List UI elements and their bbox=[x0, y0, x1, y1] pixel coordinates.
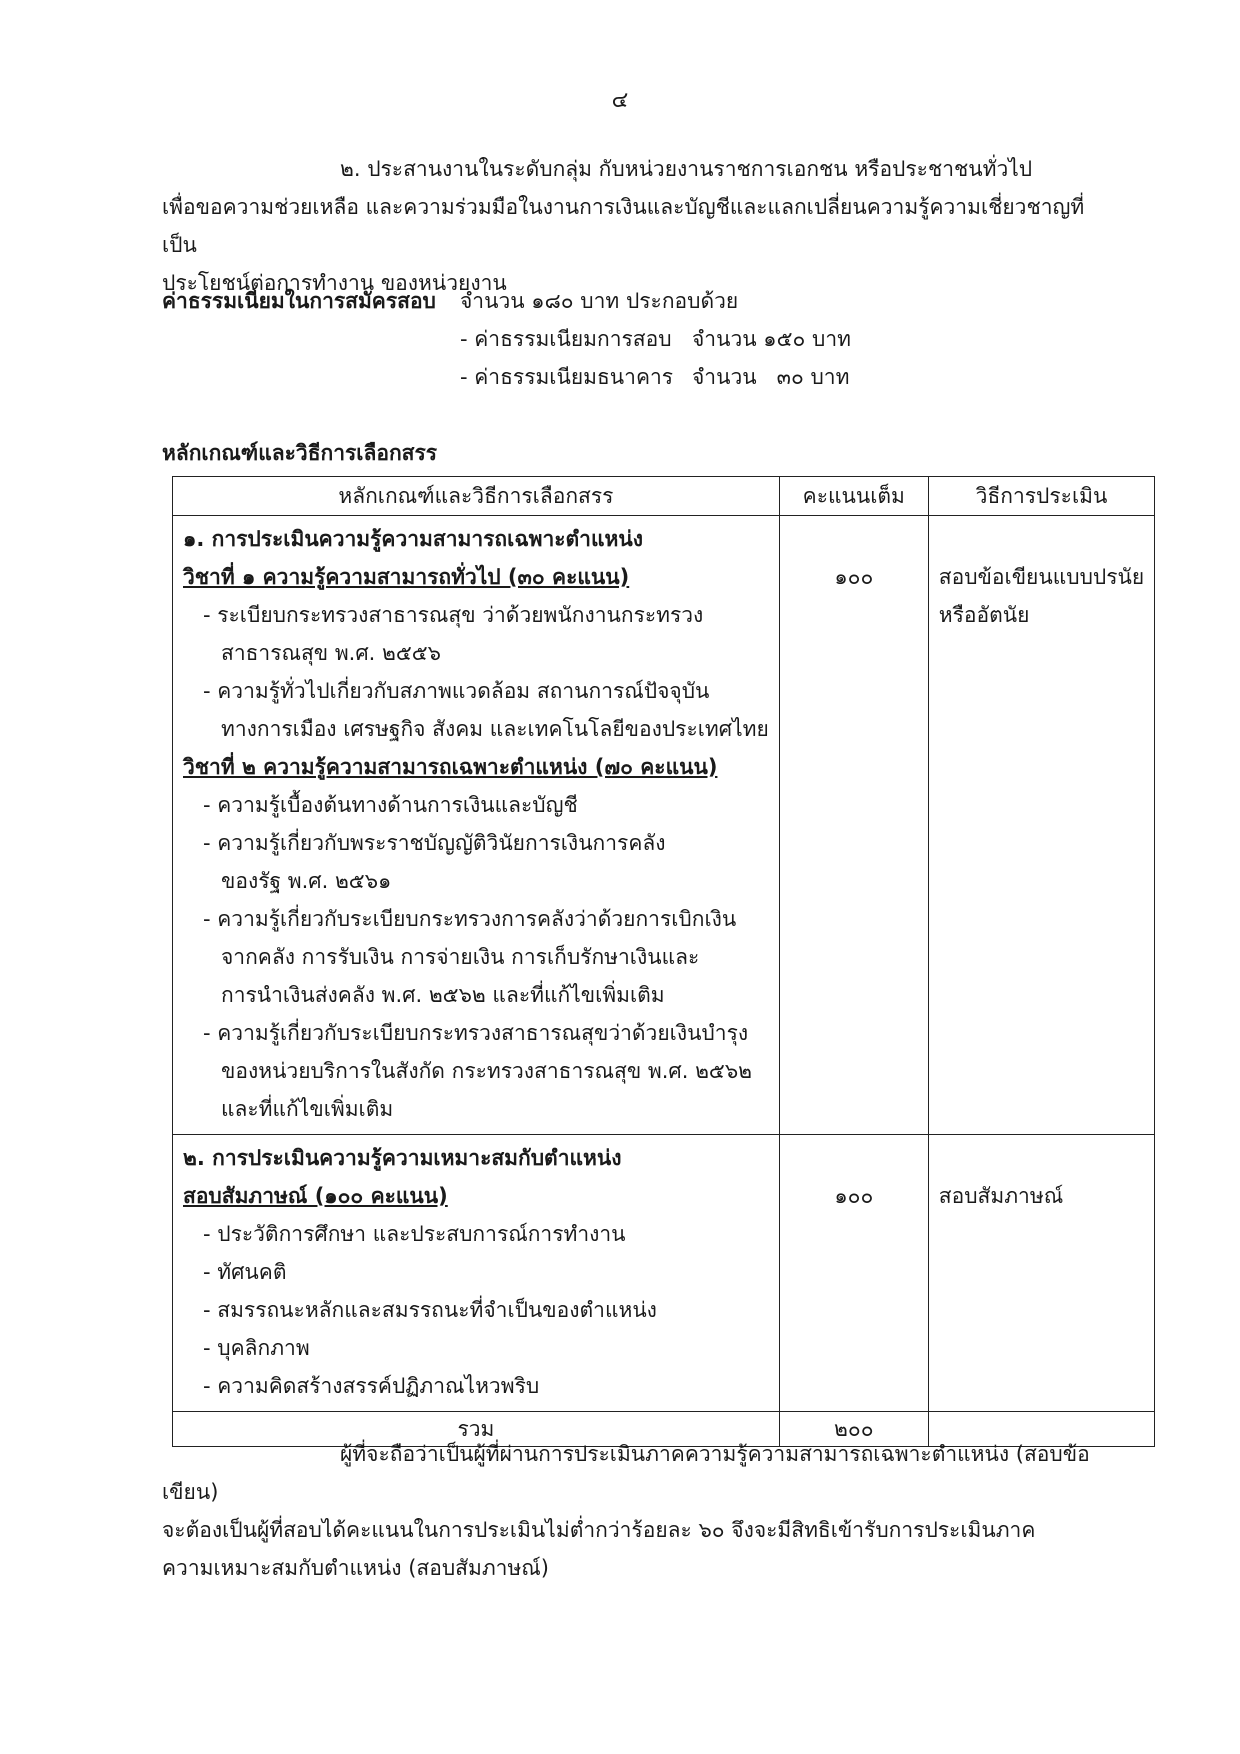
list-item: - ความรู้ทั่วไปเกี่ยวกับสภาพแวดล้อม สถานการณ์ปัจจุบัน bbox=[203, 679, 710, 703]
list-item: - ความรู้เกี่ยวกับระเบียบกระทรวงสาธารณสุขว่าด้วยเงินบำรุง bbox=[203, 1021, 749, 1045]
part2-score: ๑๐๐ bbox=[834, 1184, 874, 1208]
part1-method-line-2: หรืออัตนัย bbox=[938, 603, 1030, 627]
list-item-cont: ของรัฐ พ.ศ. ๒๕๖๑ bbox=[221, 869, 392, 893]
part2-subject: สอบสัมภาษณ์ (๑๐๐ คะแนน) bbox=[183, 1184, 448, 1208]
header-criteria: หลักเกณฑ์และวิธีการเลือกสรร bbox=[173, 477, 780, 516]
part1-score-cell bbox=[779, 516, 928, 1135]
list-item-cont: จากคลัง การรับเงิน การจ่ายเงิน การเก็บรักษาเงินและ bbox=[221, 945, 700, 969]
part2-score-cell bbox=[779, 1135, 928, 1412]
intro-line-2: เพื่อขอความช่วยเหลือ และความร่วมมือในงานการเงินและบัญชีและแลกเปลี่ยนความรู้ความเชี่ยวชาญที่เป็น bbox=[162, 195, 1085, 257]
header-score: คะแนนเต็ม bbox=[779, 477, 928, 516]
list-item-cont: สาธารณสุข พ.ศ. ๒๕๕๖ bbox=[221, 641, 441, 665]
table-row-part2 bbox=[173, 1135, 1155, 1412]
closing-paragraph bbox=[162, 1435, 1102, 1587]
fee-total: จำนวน ๑๘๐ บาท ประกอบด้วย bbox=[460, 289, 739, 313]
list-item: - สมรรถนะหลักและสมรรถนะที่จำเป็นของตำแหน่ง bbox=[203, 1298, 657, 1322]
header-method: วิธีการประเมิน bbox=[928, 477, 1154, 516]
list-item-cont: และที่แก้ไขเพิ่มเติม bbox=[221, 1097, 394, 1121]
table-row-part1 bbox=[173, 516, 1155, 1135]
part2-method: สอบสัมภาษณ์ bbox=[938, 1184, 1064, 1208]
total-score: ๒๐๐ bbox=[779, 1412, 928, 1447]
list-item: - ความรู้เกี่ยวกับระเบียบกระทรวงการคลังว่าด้วยการเบิกเงิน bbox=[203, 907, 737, 931]
fee-item-amount: จำนวน ๓๐ บาท bbox=[692, 365, 850, 389]
list-item: - ประวัติการศึกษา และประสบการณ์การทำงาน bbox=[203, 1222, 626, 1246]
list-item: - ความรู้เบื้องต้นทางด้านการเงินและบัญชี bbox=[203, 793, 578, 817]
list-item: - ระเบียบกระทรวงสาธารณสุข ว่าด้วยพนักงานกระทรวง bbox=[203, 603, 704, 627]
fee-block bbox=[162, 282, 1062, 396]
part2-criteria-cell bbox=[173, 1135, 780, 1412]
part1-title: ๑. การประเมินความรู้ความสามารถเฉพาะตำแหน่ง bbox=[183, 527, 643, 551]
part1-method-line-1: สอบข้อเขียนแบบปรนัย bbox=[938, 565, 1145, 589]
fee-item-name: - ค่าธรรมเนียมการสอบ bbox=[460, 327, 672, 351]
part2-method-cell bbox=[928, 1135, 1154, 1412]
list-item-cont: การนำเงินส่งคลัง พ.ศ. ๒๕๖๒ และที่แก้ไขเพิ่มเติม bbox=[221, 983, 665, 1007]
intro-line-3: ประโยชน์ต่อการทำงาน ของหน่วยงาน bbox=[162, 271, 507, 295]
part1-subject2: วิชาที่ ๒ ความรู้ความสามารถเฉพาะตำแหน่ง (๗๐ คะแนน) bbox=[183, 755, 718, 779]
list-item: - ความคิดสร้างสรรค์ปฏิภาณไหวพริบ bbox=[203, 1374, 540, 1398]
closing-line-2: จะต้องเป็นผู้ที่สอบได้คะแนนในการประเมินไม่ต่ำกว่าร้อยละ ๖๐ จึงจะมีสิทธิเข้ารับการประเมินภาค bbox=[162, 1518, 1036, 1542]
list-item: - ความรู้เกี่ยวกับพระราชบัญญัติวินัยการเงินการคลัง bbox=[203, 831, 666, 855]
list-item-cont: ของหน่วยบริการในสังกัด กระทรวงสาธารณสุข พ.ศ. ๒๕๖๒ bbox=[221, 1059, 752, 1083]
list-item: - บุคลิกภาพ bbox=[203, 1336, 310, 1360]
page-number: ๔ bbox=[611, 88, 629, 113]
fee-label: ค่าธรรมเนียมในการสมัครสอบ bbox=[162, 289, 436, 313]
criteria-table bbox=[172, 476, 1155, 1447]
part1-score: ๑๐๐ bbox=[834, 565, 874, 589]
part1-subject1: วิชาที่ ๑ ความรู้ความสามารถทั่วไป (๓๐ คะแนน) bbox=[183, 565, 630, 589]
intro-line-1: ๒. ประสานงานในระดับกลุ่ม กับหน่วยงานราชการเอกชน หรือประชาชนทั่วไป bbox=[340, 157, 1033, 181]
closing-line-3: ความเหมาะสมกับตำแหน่ง (สอบสัมภาษณ์) bbox=[162, 1556, 549, 1580]
intro-paragraph bbox=[162, 150, 1102, 302]
list-item: - ทัศนคติ bbox=[203, 1260, 287, 1284]
fee-item-name: - ค่าธรรมเนียมธนาคาร bbox=[460, 365, 674, 389]
list-item-cont: ทางการเมือง เศรษฐกิจ สังคม และเทคโนโลยีของประเทศไทย bbox=[221, 717, 769, 741]
section-heading: หลักเกณฑ์และวิธีการเลือกสรร bbox=[162, 441, 438, 465]
closing-line-1: ผู้ที่จะถือว่าเป็นผู้ที่ผ่านการประเมินภาคความรู้ความสามารถเฉพาะตำแหน่ง (สอบข้อเขียน) bbox=[162, 1442, 1090, 1504]
total-label: รวม bbox=[173, 1412, 780, 1447]
part2-title: ๒. การประเมินความรู้ความเหมาะสมกับตำแหน่ง bbox=[183, 1146, 622, 1170]
part1-criteria-cell bbox=[173, 516, 780, 1135]
part1-method-cell bbox=[928, 516, 1154, 1135]
fee-item-amount: จำนวน ๑๕๐ บาท bbox=[692, 327, 851, 351]
table-header-row bbox=[173, 477, 1155, 516]
